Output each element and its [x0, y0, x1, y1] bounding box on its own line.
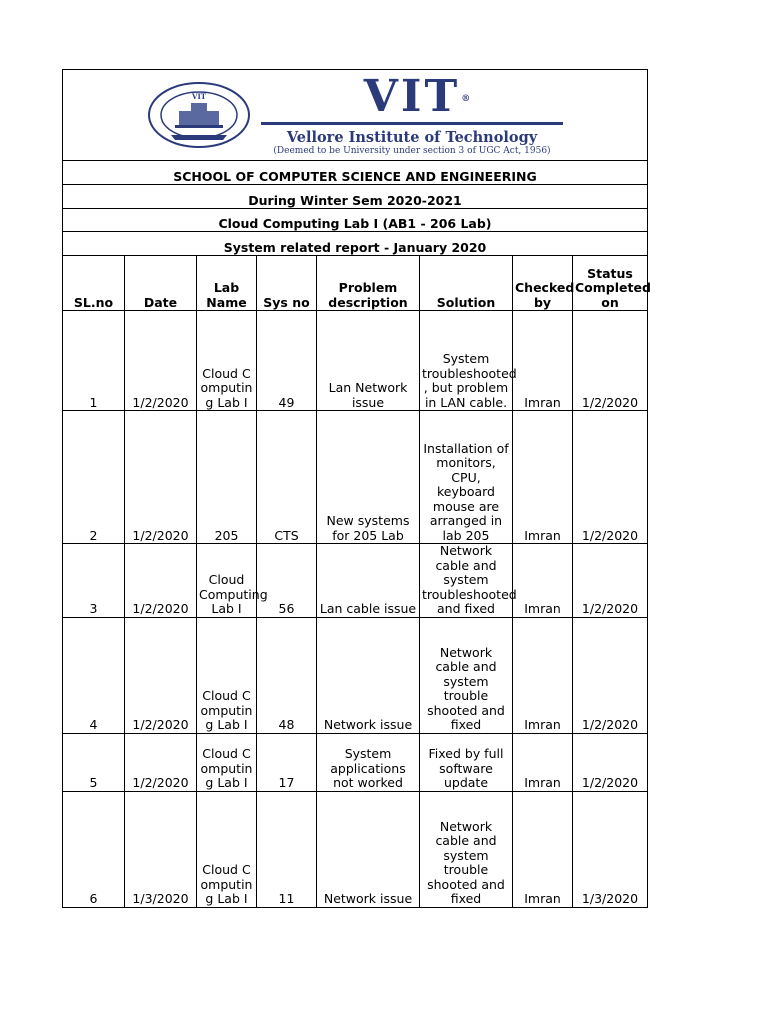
- logo-text: VIT: [363, 70, 461, 122]
- cell-solution: Network cable and system troubleshooted and fixed: [420, 544, 513, 618]
- cell-slno: 1: [63, 311, 125, 411]
- cell-status: 1/2/2020: [573, 617, 648, 733]
- school-title: SCHOOL OF COMPUTER SCIENCE AND ENGINEERING: [63, 161, 648, 185]
- col-header-sys-no: Sys no: [257, 256, 317, 311]
- cell-slno: 5: [63, 733, 125, 791]
- cell-checked-by: Imran: [513, 411, 573, 544]
- cell-slno: 3: [63, 544, 125, 618]
- svg-text:VIT: VIT: [192, 92, 206, 101]
- cell-lab-name: Cloud Computing Lab I: [197, 791, 257, 907]
- cell-slno: 2: [63, 411, 125, 544]
- cell-solution: Fixed by full software update: [420, 733, 513, 791]
- cell-checked-by: Imran: [513, 617, 573, 733]
- column-header-row: [63, 256, 648, 311]
- cell-problem: Network issue: [317, 617, 420, 733]
- logo-banner: [63, 70, 648, 161]
- cell-lab-name: Cloud Computing Lab I: [197, 544, 257, 618]
- lab-title: Cloud Computing Lab I (AB1 - 206 Lab): [63, 209, 648, 232]
- registered-mark: ®: [461, 93, 471, 104]
- cell-checked-by: Imran: [513, 791, 573, 907]
- table-row: [63, 617, 648, 733]
- cell-date: 1/2/2020: [125, 544, 197, 618]
- cell-sys-no: 56: [257, 544, 317, 618]
- cell-problem: New systems for 205 Lab: [317, 411, 420, 544]
- table-row: [63, 411, 648, 544]
- cell-checked-by: Imran: [513, 311, 573, 411]
- table-row: [63, 733, 648, 791]
- cell-checked-by: Imran: [513, 733, 573, 791]
- col-header-status: Status Completed on: [573, 256, 648, 311]
- cell-problem: System applications not worked: [317, 733, 420, 791]
- table-row: [63, 544, 648, 618]
- cell-sys-no: 17: [257, 733, 317, 791]
- cell-sys-no: 49: [257, 311, 317, 411]
- cell-date: 1/3/2020: [125, 791, 197, 907]
- cell-slno: 4: [63, 617, 125, 733]
- col-header-solution: Solution: [420, 256, 513, 311]
- cell-lab-name: 205: [197, 411, 257, 544]
- cell-sys-no: CTS: [257, 411, 317, 544]
- col-header-checked-by: Checked by: [513, 256, 573, 311]
- col-header-date: Date: [125, 256, 197, 311]
- cell-lab-name: Cloud Computing Lab I: [197, 311, 257, 411]
- cell-status: 1/3/2020: [573, 791, 648, 907]
- cell-status: 1/2/2020: [573, 411, 648, 544]
- cell-solution: Network cable and system trouble shooted and fixed: [420, 617, 513, 733]
- col-header-problem: Problem description: [317, 256, 420, 311]
- cell-status: 1/2/2020: [573, 544, 648, 618]
- cell-sys-no: 48: [257, 617, 317, 733]
- cell-date: 1/2/2020: [125, 733, 197, 791]
- system-report-table: [62, 69, 651, 908]
- cell-solution: Installation of monitors, CPU, keyboard mouse are arranged in lab 205: [420, 411, 513, 544]
- vit-seal-icon: [147, 81, 251, 149]
- cell-status: 1/2/2020: [573, 733, 648, 791]
- institute-tagline: (Deemed to be University under section 3 of UGC Act, 1956): [273, 145, 551, 156]
- cell-problem: Lan Network issue: [317, 311, 420, 411]
- semester-title: During Winter Sem 2020-2021: [63, 185, 648, 209]
- table-row: [63, 791, 648, 907]
- table-row: [63, 311, 648, 411]
- cell-problem: Lan cable issue: [317, 544, 420, 618]
- cell-checked-by: Imran: [513, 544, 573, 618]
- cell-date: 1/2/2020: [125, 617, 197, 733]
- institute-name: Vellore Institute of Technology: [286, 128, 538, 146]
- cell-lab-name: Cloud Computing Lab I: [197, 617, 257, 733]
- col-header-lab-name: Lab Name: [197, 256, 257, 311]
- cell-solution: Network cable and system trouble shooted and fixed: [420, 791, 513, 907]
- institute-brand: [261, 70, 563, 157]
- cell-solution: System troubleshooted , but problem in LAN cable.: [420, 311, 513, 411]
- cell-status: 1/2/2020: [573, 311, 648, 411]
- cell-sys-no: 11: [257, 791, 317, 907]
- cell-slno: 6: [63, 791, 125, 907]
- cell-problem: Network issue: [317, 791, 420, 907]
- report-title: System related report - January 2020: [63, 232, 648, 256]
- cell-lab-name: Cloud Computing Lab I: [197, 733, 257, 791]
- brand-divider: [261, 122, 563, 125]
- cell-date: 1/2/2020: [125, 311, 197, 411]
- col-header-slno: SL.no: [63, 256, 125, 311]
- cell-date: 1/2/2020: [125, 411, 197, 544]
- vit-wordmark: [363, 70, 471, 122]
